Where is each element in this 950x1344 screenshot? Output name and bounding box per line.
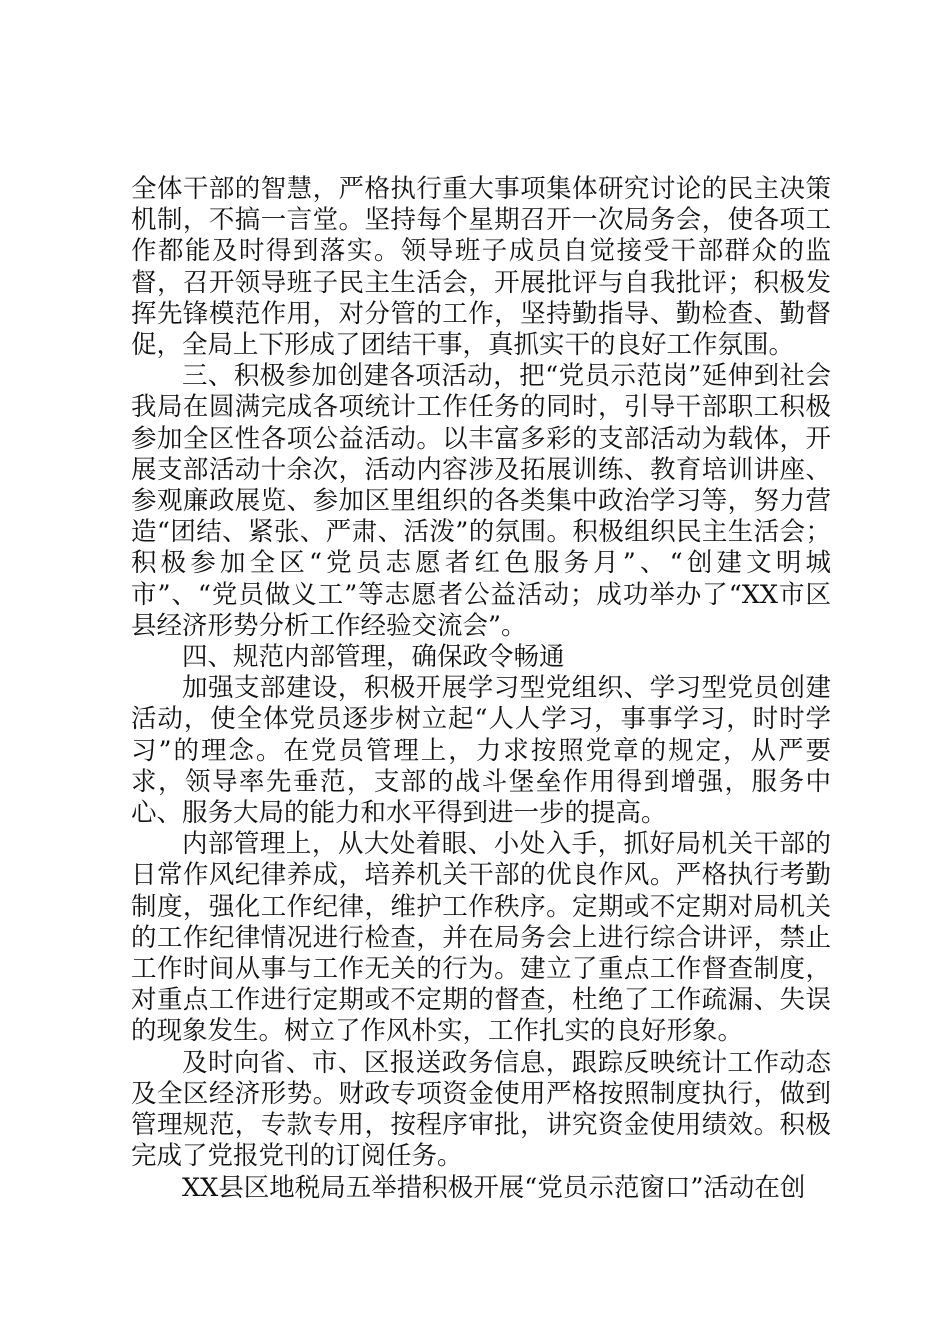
paragraph-tax-bureau: XX县区地税局五举措积极开展“党员示范窗口”活动在创 bbox=[182, 1172, 806, 1203]
paragraph-information-reporting: 及时向省、市、区报送政务信息，跟踪反映统计工作动态及全区经济形势。财政专项资金使用严格按照制度执行，做到管理规范，专款专用，按程序审批，讲究资金使用绩效。积极完成了党报党刊的订阅任务。 bbox=[131, 1047, 831, 1172]
paragraph-section-three: 三、积极参加创建各项活动，把“党员示范岗”延伸到社会我局在圆满完成各项统计工作任务的同时，引导干部职工积极参加全区性各项公益活动。以丰富多彩的支部活动为载体，开展支部活动十余次，活动内容涉及拓展训练、教育培训讲座、参观廉政展览、参加区里组织的各类集中政治学习等，努力营造“团结、紧张、严肃、活泼”的氛围。积极组织民主生活会；积极参加全区“党员志愿者红色服务月”、“创建文明城市”、“党员做义工”等志愿者公益活动；成功举办了“XX市区县经济形势分析工作经验交流会”。 bbox=[131, 361, 831, 641]
paragraph-internal-management: 内部管理上，从大处着眼、小处入手，抓好局机关干部的日常作风纪律养成，培养机关干部的优良作风。严格执行考勤制度，强化工作纪律，维护工作秩序。定期或不定期对局机关的工作纪律情况进行检查，并在局务会上进行综合讲评，禁止工作时间从事与工作无关的行为。建立了重点工作督查制度，对重点工作进行定期或不定期的督查，杜绝了工作疏漏、失误的现象发生。树立了作风朴实，工作扎实的良好形象。 bbox=[131, 829, 831, 1047]
paragraph-continuation: 全体干部的智慧，严格执行重大事项集体研究讨论的民主决策机制，不搞一言堂。坚持每个星期召开一次局务会，使各项工作都能及时得到落实。领导班子成员自觉接受干部群众的监督，召开领导班子民主生活会，开展批评与自我批评；积极发挥先锋模范作用，对分管的工作，坚持勤指导、勤检查、勤督促，全局上下形成了团结干事，真抓实干的良好工作氛围。 bbox=[131, 174, 831, 361]
section-heading-four: 四、规范内部管理，确保政令畅通 bbox=[182, 642, 565, 673]
document-body bbox=[131, 174, 831, 1204]
paragraph-branch-building: 加强支部建设，积极开展学习型党组织、学习型党员创建活动，使全体党员逐步树立起“人人学习，事事学习，时时学习”的理念。在党员管理上，力求按照党章的规定，从严要求，领导率先垂范，支部的战斗堡垒作用得到增强，服务中心、服务大局的能力和水平得到进一步的提高。 bbox=[131, 673, 831, 829]
